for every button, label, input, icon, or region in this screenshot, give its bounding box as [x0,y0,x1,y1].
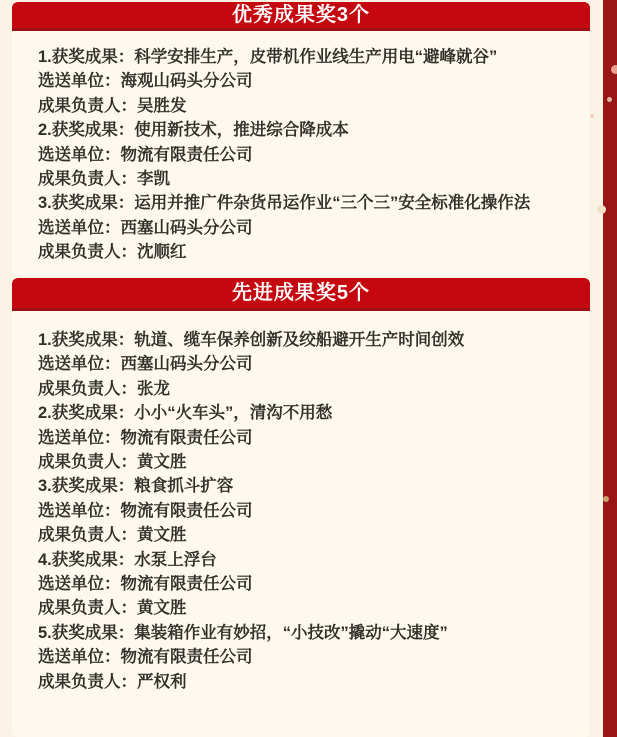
award-unit-line: 选送单位：物流有限责任公司 [38,145,253,164]
award-leader-line: 成果负责人：吴胜发 [38,96,187,115]
award-leader-line: 成果负责人：黄文胜 [38,526,187,545]
award-result-line: 1.获奖成果：轨道、缆车保养创新及绞船避开生产时间创效 [38,331,465,349]
award-result-line: 1.获奖成果：科学安排生产，皮带机作业线生产用电“避峰就谷” [38,48,498,66]
confetti-dot [607,97,612,102]
award-leader-line: 成果负责人：黄文胜 [38,599,187,618]
confetti-dot [611,65,617,74]
award-leader-line: 成果负责人：沈顺红 [38,243,187,262]
award-unit-line: 选送单位：物流有限责任公司 [38,428,253,447]
section-banner [12,278,590,311]
award-unit-line: 选送单位：物流有限责任公司 [38,575,253,594]
confetti-dot [597,205,606,214]
award-section-excellent [12,2,590,276]
award-list [12,311,590,694]
confetti-dot [603,496,609,502]
section-title: 先进成果奖5个 [231,282,371,304]
award-result-line: 3.获奖成果：粮食抓斗扩容 [38,477,234,496]
award-leader-line: 成果负责人：黄文胜 [38,453,187,472]
award-unit-line: 选送单位：物流有限责任公司 [38,501,253,520]
award-unit-line: 选送单位：西塞山码头分公司 [38,355,253,374]
award-unit-line: 选送单位：海观山码头分公司 [38,72,253,91]
right-red-stripe [603,0,617,737]
award-result-line: 5.获奖成果：集装箱作业有妙招，“小技改”撬动“大速度” [38,623,448,642]
award-list [12,31,590,265]
award-result-line: 4.获奖成果：水泵上浮台 [38,550,217,569]
award-unit-line: 选送单位：西塞山码头分公司 [38,218,253,237]
award-result-line: 3.获奖成果：运用并推广件杂货吊运作业“三个三”安全标准化操作法 [38,194,531,213]
award-leader-line: 成果负责人：严权利 [38,672,187,691]
section-title: 优秀成果奖3个 [231,4,371,26]
section-banner [12,2,590,31]
award-result-line: 2.获奖成果：小小“火车头”，清沟不用愁 [38,404,333,423]
award-unit-line: 选送单位：物流有限责任公司 [38,648,253,667]
award-leader-line: 成果负责人：李凯 [38,170,170,189]
award-leader-line: 成果负责人：张龙 [38,379,170,398]
confetti-dot [590,114,594,118]
award-result-line: 2.获奖成果：使用新技术，推进综合降成本 [38,121,349,140]
awards-content [12,2,590,737]
award-section-advanced [12,278,590,737]
